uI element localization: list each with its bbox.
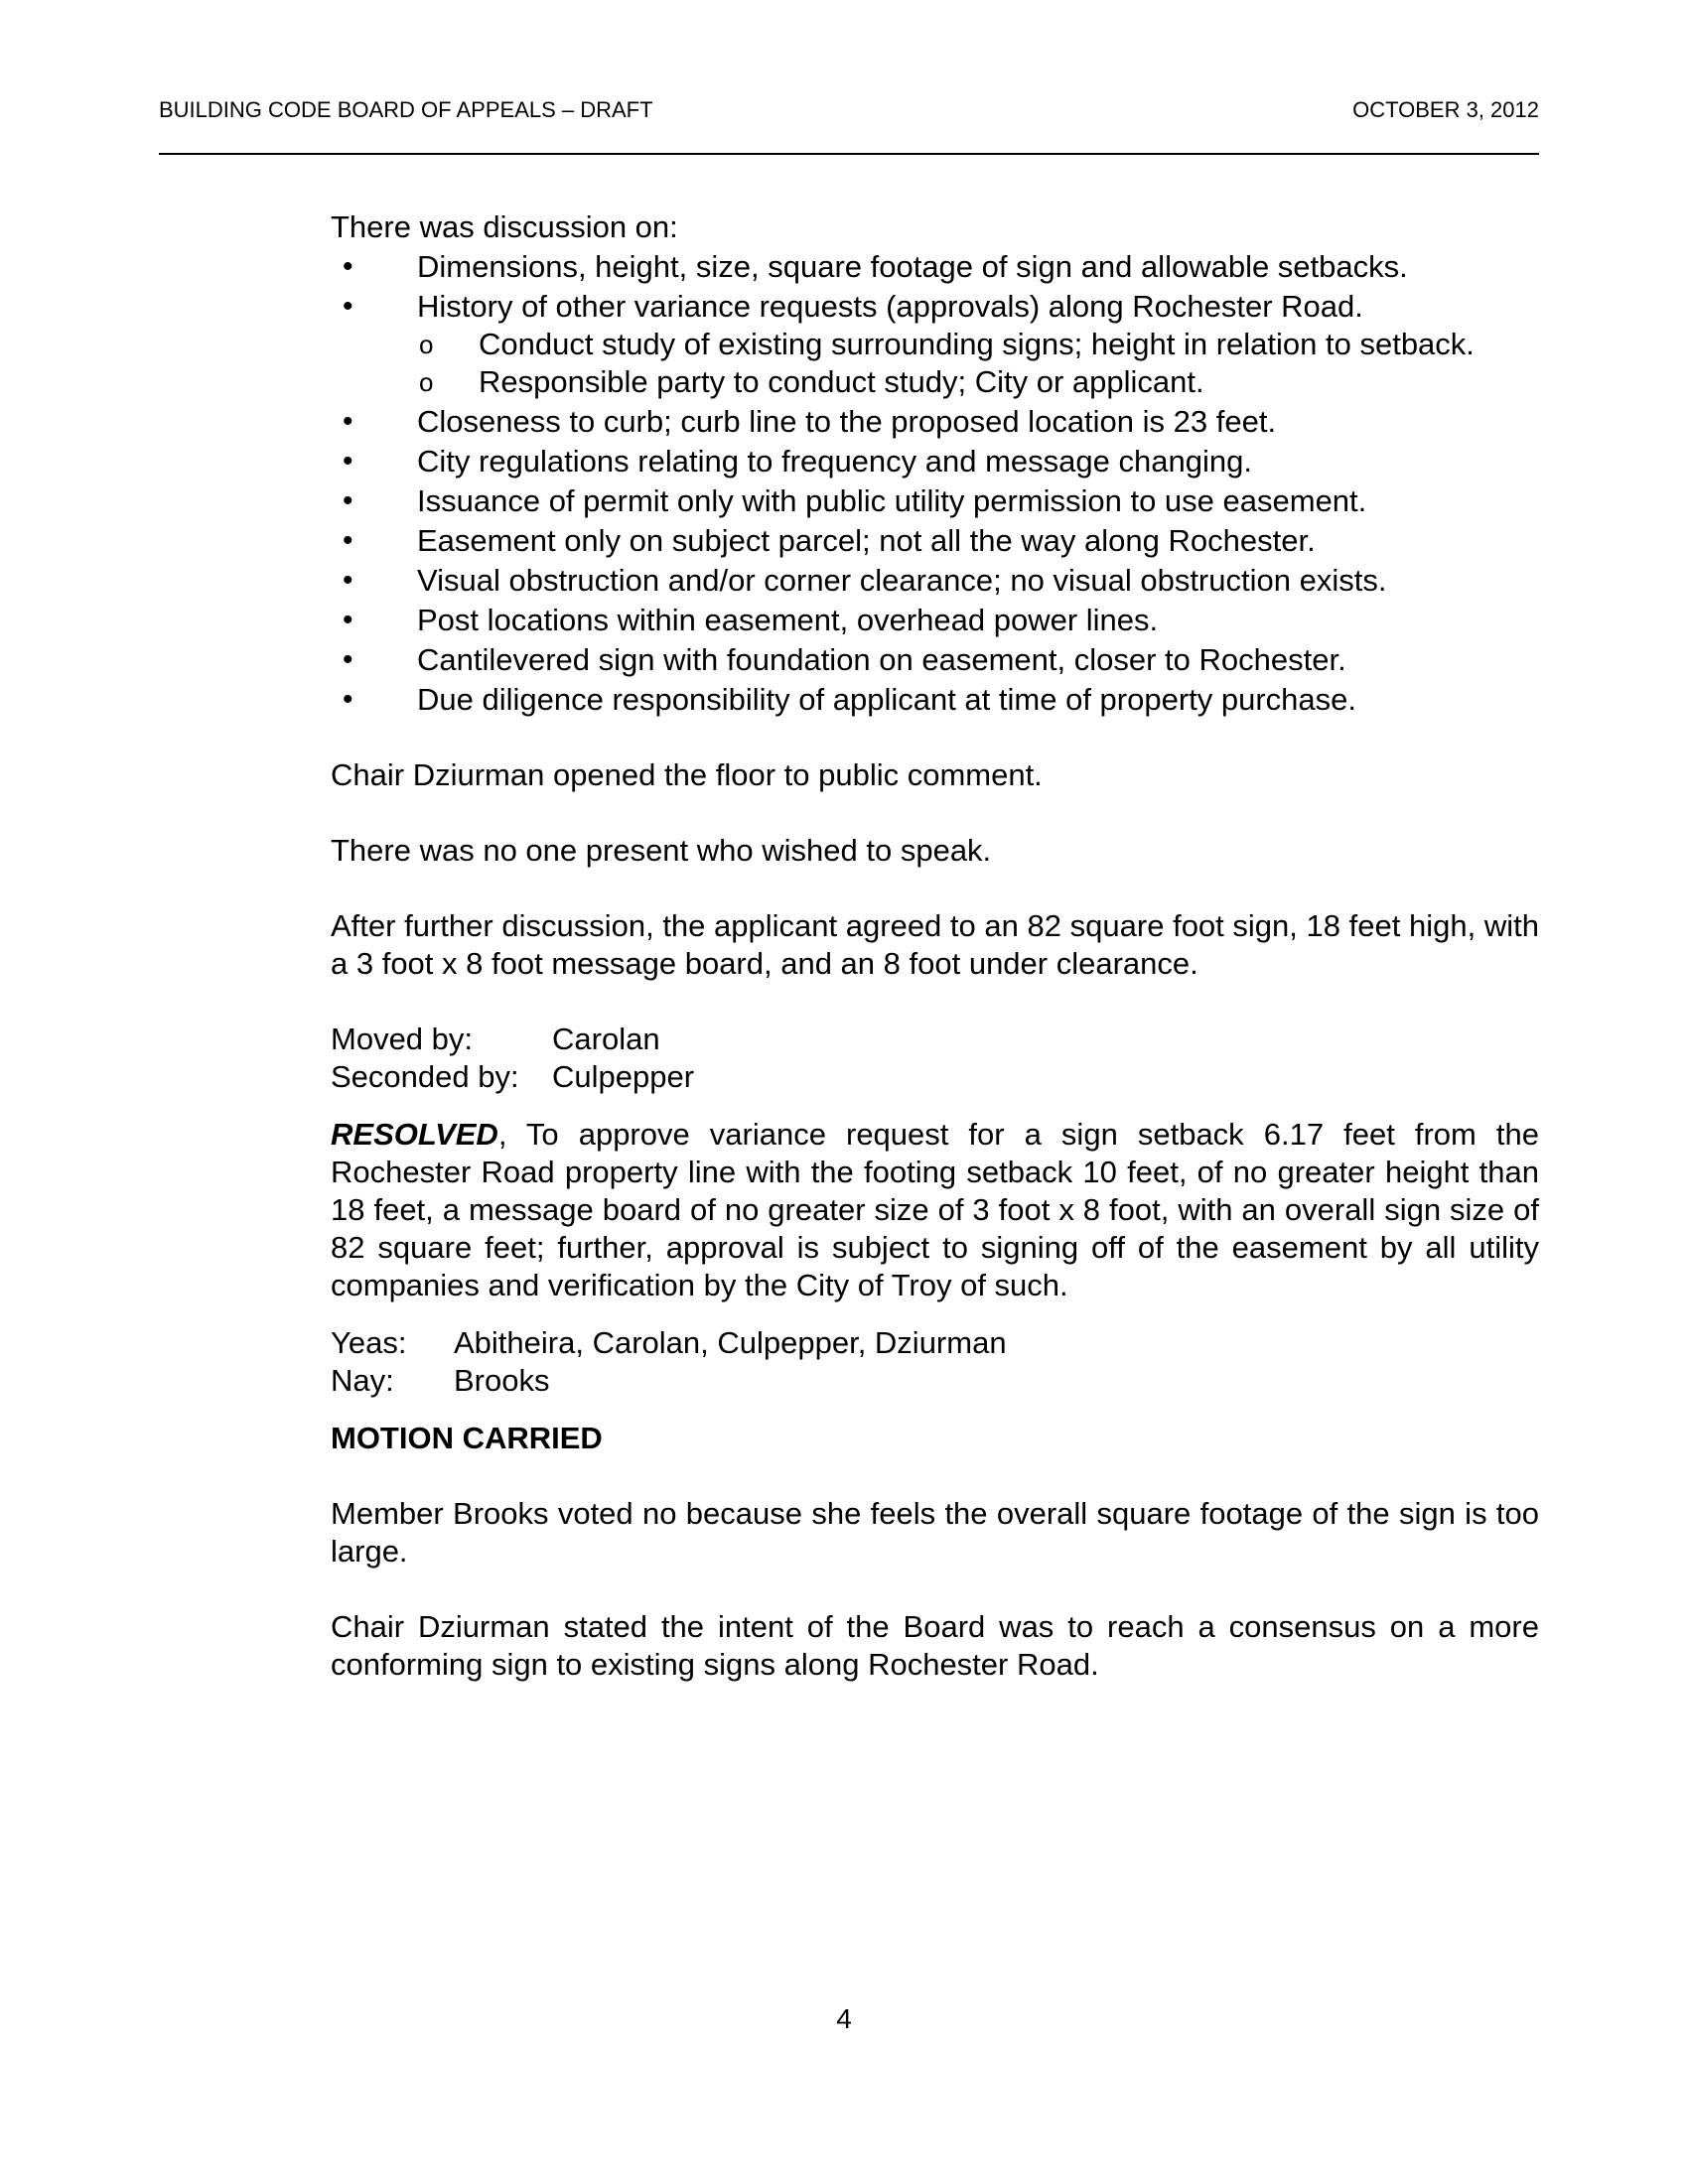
header-title: BUILDING CODE BOARD OF APPEALS – DRAFT bbox=[159, 97, 653, 122]
discussion-list bbox=[331, 248, 1539, 719]
list-item: • Due diligence responsibility of applicant at time of property purchase. bbox=[331, 681, 1539, 719]
agreement-paragraph: After further discussion, the applicant agreed to an 82 square foot sign, 18 feet high, with a 3 foot x 8 foot message board, and an 8 foot under clearance. bbox=[331, 908, 1539, 981]
document-body bbox=[331, 208, 1539, 1684]
page-header bbox=[159, 97, 1539, 155]
public-comment-paragraph: Chair Dziurman opened the floor to public comment. bbox=[331, 757, 1043, 792]
yeas-value: Abitheira, Carolan, Culpepper, Dziurman bbox=[454, 1325, 1007, 1360]
yeas-label: Yeas: bbox=[331, 1325, 407, 1360]
moved-by-row bbox=[331, 1021, 1539, 1058]
seconded-by-label: Seconded by: bbox=[331, 1059, 519, 1094]
page-number: 4 bbox=[836, 2003, 852, 2034]
yeas-row bbox=[331, 1324, 1539, 1362]
list-item bbox=[331, 288, 1539, 401]
nay-label: Nay: bbox=[331, 1363, 394, 1398]
nay-value: Brooks bbox=[454, 1363, 550, 1398]
sub-list-item: o Conduct study of existing surrounding signs; height in relation to setback. bbox=[417, 326, 1539, 363]
moved-by-label: Moved by: bbox=[331, 1022, 474, 1056]
discussion-intro: There was discussion on: bbox=[331, 209, 678, 244]
no-speakers-paragraph: There was no one present who wished to speak. bbox=[331, 833, 992, 868]
chair-note-paragraph: Chair Dziurman stated the intent of the Board was to reach a consensus on a more conforming sign to existing signs along Rochester Road. bbox=[331, 1609, 1539, 1682]
list-item: • Dimensions, height, size, square footage of sign and allowable setbacks. bbox=[331, 248, 1539, 286]
list-item: • Visual obstruction and/or corner clearance; no visual obstruction exists. bbox=[331, 562, 1539, 600]
seconded-by-row bbox=[331, 1058, 1539, 1096]
nay-row bbox=[331, 1362, 1539, 1400]
list-item-text: History of other variance requests (approvals) along Rochester Road. bbox=[417, 289, 1363, 324]
motion-block bbox=[331, 1021, 1539, 1096]
header-date: OCTOBER 3, 2012 bbox=[1352, 97, 1539, 122]
list-item: • Closeness to curb; curb line to the proposed location is 23 feet. bbox=[331, 403, 1539, 441]
moved-by-value: Carolan bbox=[552, 1022, 660, 1056]
vote-block bbox=[331, 1324, 1539, 1400]
resolution-paragraph bbox=[331, 1116, 1539, 1304]
list-item: • City regulations relating to frequency and message changing. bbox=[331, 443, 1539, 480]
motion-carried: MOTION CARRIED bbox=[331, 1421, 603, 1455]
list-item: • Issuance of permit only with public utility permission to use easement. bbox=[331, 482, 1539, 520]
list-item: • Cantilevered sign with foundation on easement, closer to Rochester. bbox=[331, 641, 1539, 679]
sub-list-item: o Responsible party to conduct study; City or applicant. bbox=[417, 363, 1539, 401]
resolved-text: , To approve variance request for a sign setback 6.17 feet from the Rochester Road property line with the footing setback 10 feet, of no greater height than 18 feet, a message board of no greater size of 3 foot x 8 foot, with an overall sign size of 82 square feet; further, approval is subject to signing off of the easement by all utility companies and verification by the City of Troy of such. bbox=[331, 1117, 1539, 1302]
list-item: • Post locations within easement, overhead power lines. bbox=[331, 602, 1539, 639]
list-item: • Easement only on subject parcel; not all the way along Rochester. bbox=[331, 522, 1539, 560]
brooks-note-paragraph: Member Brooks voted no because she feels the overall square footage of the sign is too large. bbox=[331, 1496, 1539, 1569]
sub-list bbox=[417, 326, 1539, 401]
resolved-label: RESOLVED bbox=[331, 1117, 498, 1152]
seconded-by-value: Culpepper bbox=[552, 1059, 695, 1094]
